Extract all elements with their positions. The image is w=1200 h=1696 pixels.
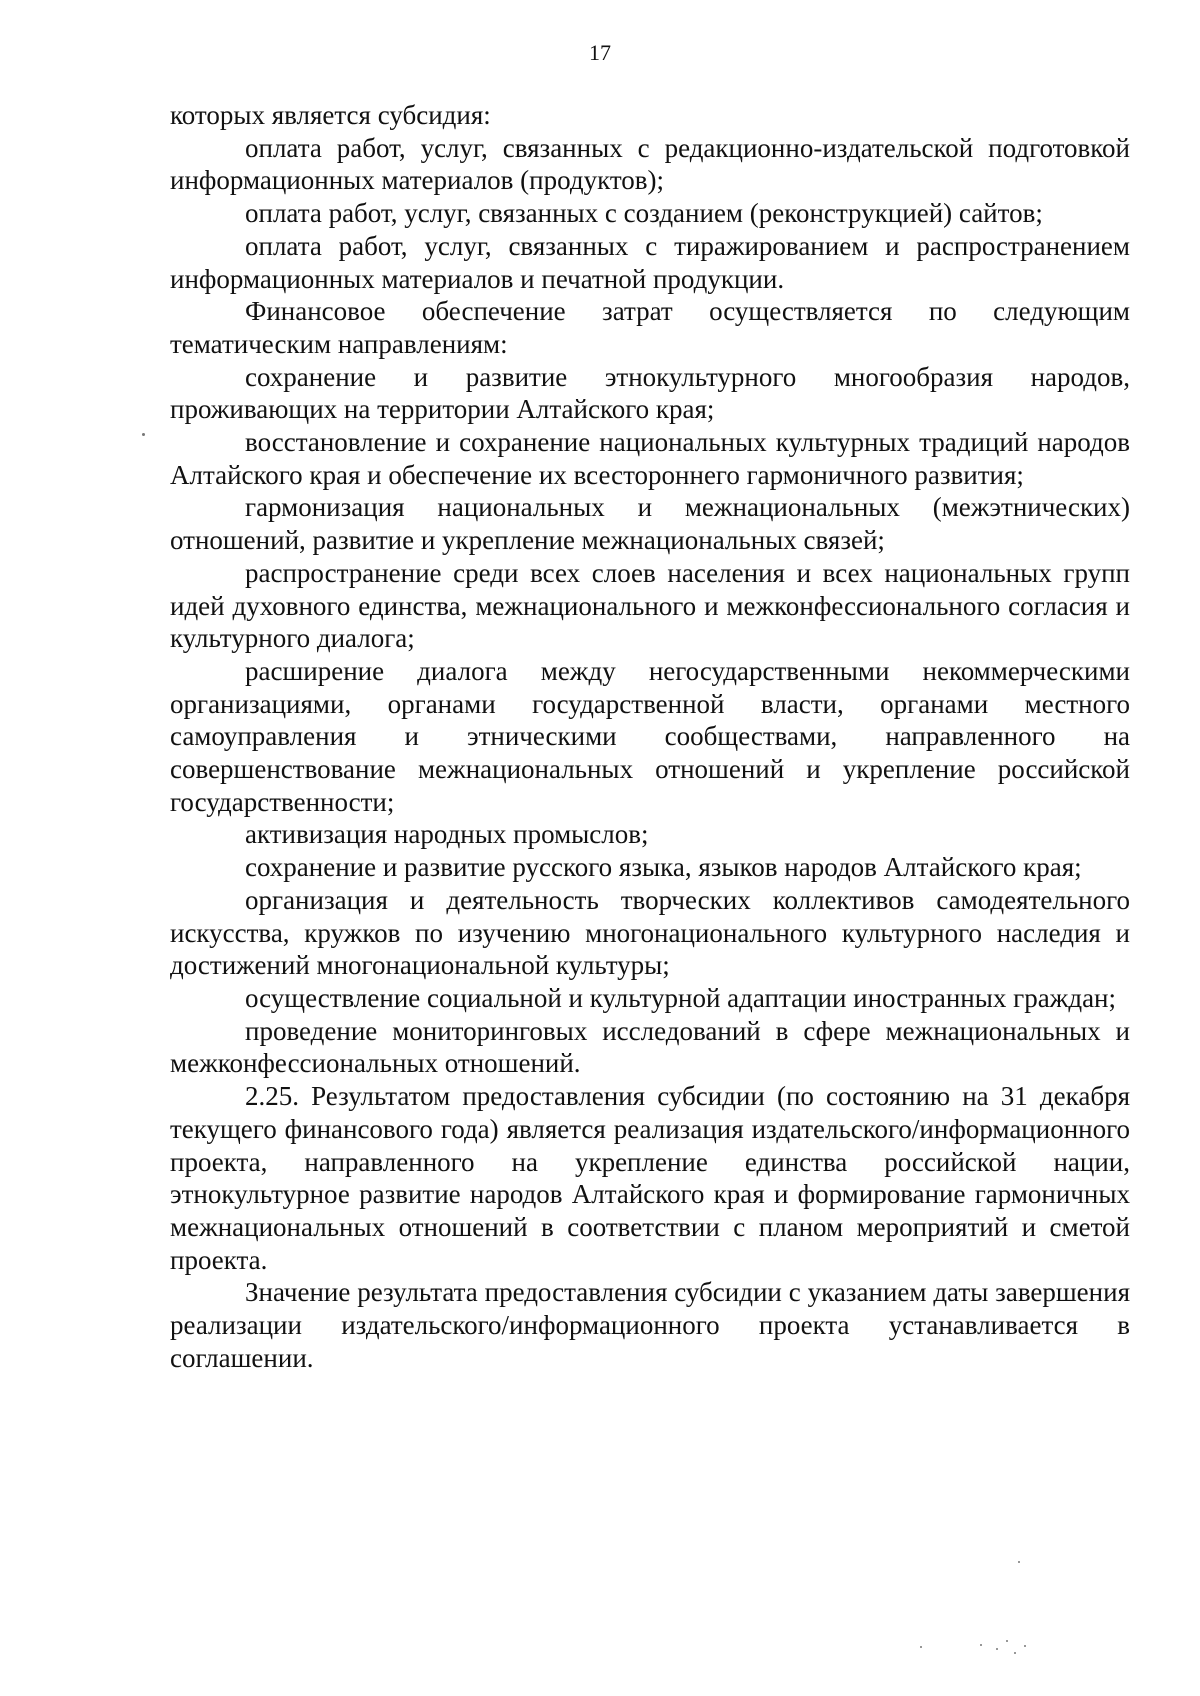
paragraph-website-payment: оплата работ, услуг, связанных с созданием (реконструкцией) сайтов; [245, 198, 1043, 229]
scan-speck [1018, 1561, 1020, 1563]
paragraph-spiritual-unity: распространение среди всех слоев населения и всех национальных групп идей духовного единства, межнационального и межконфессионального согласия и культурного диалога; [170, 557, 1130, 654]
paragraph-monitoring-research: проведение мониторинговых исследований в сфере межнациональных и межконфессиональных отношений. [170, 1015, 1130, 1079]
scan-speck [920, 1646, 922, 1648]
paragraph-foreign-citizens-adaptation: осуществление социальной и культурной адаптации иностранных граждан; [245, 982, 1117, 1013]
paragraph-editorial-payment: оплата работ, услуг, связанных с редакционно-издательской подготовкой информационных материалов (продуктов); [170, 132, 1130, 196]
paragraph-subsidy-result: 2.25. Результатом предоставления субсидии (по состоянию на 31 декабря текущего финансового года) является реализация издательского/информационного проекта, направленного на укрепление единства российской нации, этнокультурное развитие народов Алтайского края и формирование гармоничных межнациональных отношений в соответствии с планом мероприятий и сметой проекта. [170, 1081, 1130, 1275]
page-number: 17 [589, 40, 611, 65]
scan-speck [142, 433, 145, 436]
paragraph-dialogue-expansion: расширение диалога между негосударственными некоммерческими организациями, органами государственной власти, органами местного самоуправления и этническими сообществами, направленного на совершенствование межнациональных отношений и укрепление российской государственности; [170, 655, 1130, 817]
paragraph-thematic-directions: Финансовое обеспечение затрат осуществляется по следующим тематическим направлениям: [170, 296, 1130, 359]
scan-speck [1006, 1640, 1008, 1642]
document-body [170, 99, 1130, 1374]
paragraph-continuation: которых является субсидия: [170, 100, 491, 130]
paragraph-folk-crafts: активизация народных промыслов; [245, 819, 649, 850]
scan-speck [1024, 1645, 1026, 1647]
scan-speck [980, 1644, 982, 1646]
paragraph-distribution-payment: оплата работ, услуг, связанных с тиражированием и распространением информационных материалов и печатной продукции. [170, 230, 1130, 294]
paragraph-russian-language: сохранение и развитие русского языка, языков народов Алтайского края; [245, 852, 1082, 883]
paragraph-result-value: Значение результата предоставления субсидии с указанием даты завершения реализации издательского/информационного проекта устанавливается в соглашении. [170, 1277, 1130, 1373]
paragraph-creative-collectives: организация и деятельность творческих коллективов самодеятельного искусства, кружков по изучению многонационального культурного наследия и достижений многонациональной культуры; [170, 884, 1130, 981]
paragraph-interethnic-harmonization: гармонизация национальных и межнациональных (межэтнических) отношений, развитие и укрепление межнациональных связей; [170, 492, 1130, 556]
paragraph-ethnocultural-diversity: сохранение и развитие этнокультурного многообразия народов, проживающих на территории Алтайского края; [170, 361, 1130, 425]
scan-speck [1014, 1652, 1016, 1654]
paragraph-cultural-traditions: восстановление и сохранение национальных культурных традиций народов Алтайского края и обеспечение их всестороннего гармоничного развития; [170, 427, 1130, 490]
scan-speck [996, 1648, 998, 1650]
